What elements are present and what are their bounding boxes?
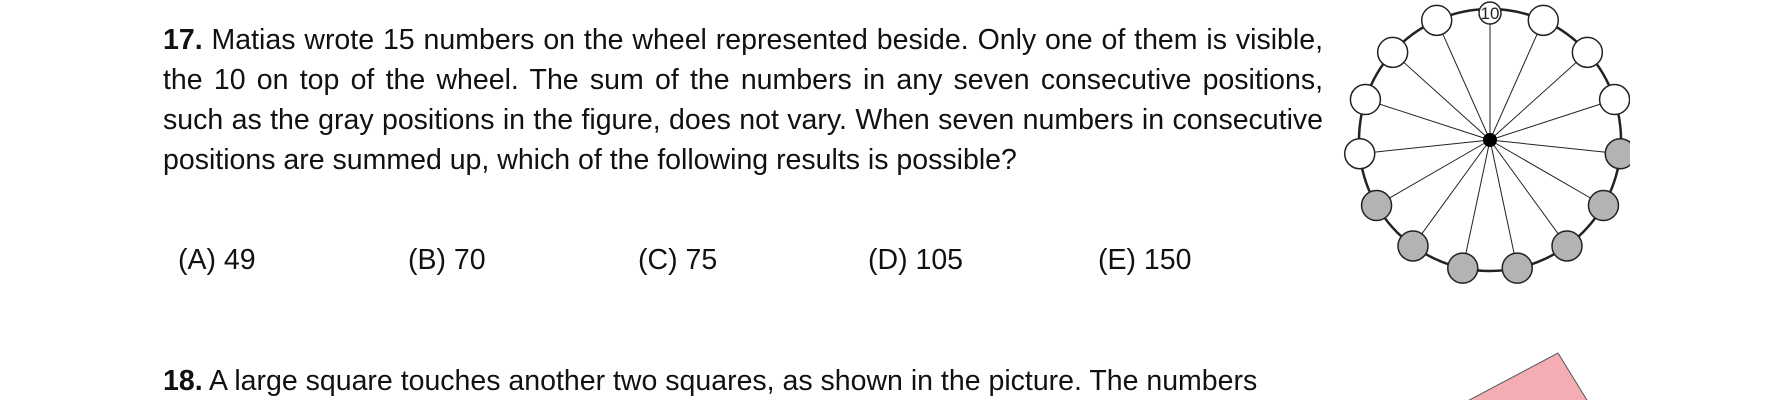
- option-c[interactable]: (C) 75: [638, 244, 718, 276]
- problem-17: [163, 20, 1323, 180]
- wheel-position-gray: [1448, 253, 1478, 283]
- wheel-hub: [1483, 133, 1497, 147]
- wheel-position-white: [1378, 37, 1408, 67]
- wheel-spoke: [1393, 52, 1490, 140]
- squares-figure: [1340, 345, 1670, 400]
- wheel-position-white: [1422, 5, 1452, 35]
- option-a[interactable]: (A) 49: [178, 244, 256, 276]
- wheel-position-gray: [1605, 139, 1630, 169]
- wheel-position-gray: [1588, 191, 1618, 221]
- wheel-spoke: [1490, 52, 1587, 140]
- wheel-spoke: [1490, 100, 1615, 140]
- large-square: [1460, 353, 1590, 400]
- wheel-position-gray: [1398, 231, 1428, 261]
- problem-18: [163, 361, 1323, 401]
- problem-17-number: 17.: [163, 24, 203, 56]
- wheel-position-white: [1528, 5, 1558, 35]
- wheel-position-gray: [1502, 253, 1532, 283]
- wheel-position-white: [1600, 85, 1630, 115]
- wheel-position-gray: [1362, 191, 1392, 221]
- option-e[interactable]: (E) 150: [1098, 244, 1192, 276]
- problem-18-number: 18.: [163, 365, 203, 397]
- wheel-position-white: [1350, 85, 1380, 115]
- wheel-position-white: [1345, 139, 1375, 169]
- wheel-spoke: [1437, 20, 1490, 140]
- option-b[interactable]: (B) 70: [408, 244, 486, 276]
- wheel-figure: [1340, 0, 1630, 300]
- wheel-spoke: [1365, 100, 1490, 140]
- wheel-position-gray: [1552, 231, 1582, 261]
- problem-18-text: A large square touches another two squares, as shown in the picture. The numbers: [208, 365, 1258, 397]
- wheel-visible-number: 10: [1480, 4, 1500, 23]
- problem-17-text: Matias wrote 15 numbers on the wheel represented beside. Only one of them is visible, the 10 on top of the wheel. The sum of the numbers in any seven consecutive positions, such as the gray positions in the figure, does not vary. When seven numbers in consecutive positions are summed up, which of the following results is possible?: [163, 24, 1324, 176]
- wheel-position-white: [1572, 37, 1602, 67]
- option-d[interactable]: (D) 105: [868, 244, 964, 276]
- wheel-spoke: [1490, 20, 1543, 140]
